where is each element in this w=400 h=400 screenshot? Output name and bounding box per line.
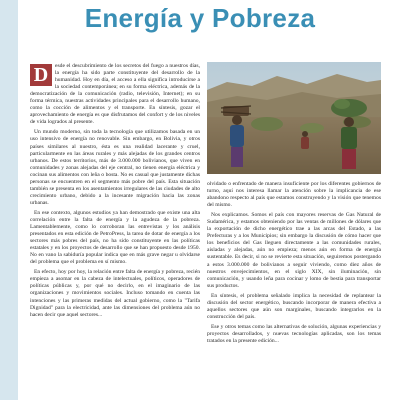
paragraph-1 [30, 63, 200, 126]
article-title: Energía y Pobreza [84, 3, 316, 33]
paragraph-4: En efecto, hoy por hoy, la relación entre falta de energía y pobreza, recién empieza a asomar en la cabeza de intelectuales, políticos, operadores de políticas públicas y, por qué no decirlo, en el imaginario de las organizaciones y movimientos sociales. Incluso tomando en cuenta las intenciones y las primeras medidas del actual gobierno, como la "Tarifa Dignidad" para la electricidad, ante las dimensiones del problema aún no hacen decir que aquel sectores... [30, 269, 200, 318]
right-column [207, 181, 381, 400]
photo-illustration [207, 62, 381, 174]
landscape-photo-people-with-firewood [207, 62, 381, 174]
paragraph-5: olvidado o enfrentado de manera insuficiente por los diferentes gobiernos de turno, aquí nos interesa llamar la atención sobre la implicancia de ese abandono respecto al país que estamos construyendo y la visión que tenemos del mismo. [207, 181, 381, 209]
paragraph-3: En ese contexto, algunos estudios ya han demostrado que existe una alta correlación entre la falta de energía y la agudeza de la pobreza. Lamentablemente, como lo corroboran las entrevistas y los análisis presentados en esta edición de PetroPress, la tarea de dotar de energía a los sectores más pobres del país, no ha sido constituyente en las políticas estatales y en los proyectos de desarrollo que se han propuesto desde 1950. No en vano la sabiduría popular indica que en más grave negar u olvidarse del problema que el problema en sí mismo. [30, 209, 200, 266]
drop-cap: D [30, 64, 52, 86]
left-color-strip [0, 0, 18, 400]
paragraph-7: En síntesis, el problema señalado implica la necesidad de replantear la discusión del sector energético, buscando incorporar de manera efectiva a aquellos sectores que aún son marginales, buscando integrarlos en la construcción del país. [207, 292, 381, 320]
left-column [30, 63, 200, 400]
paragraph-1-text: esde el descubrimiento de los secretos del fuego a nuestros días, la energía ha sido parte constituyente del desarrollo de la humanidad. Hoy en día, el acceso a ella significa introducirse a la sociedad contemporánea; en su forma eléctrica, además de la democratización de la comunicación (radio, televisión, Internet); en su forma térmica, nuestras actividades principales para el desarrollo humano, como la cocción de alimentos y el transporte. En síntesis, gozar el aprovechamiento de energía es que disfrutamos del confort y de los niveles de vida logrados al presente. [30, 63, 200, 126]
paragraph-8: Ese y otros temas como las alternativas de solución, algunas experiencias y proyectos desarrollados, y nuevas tecnologías aplicadas, son los temas tratados en la presente edición... [207, 323, 381, 344]
paragraph-2: Un mundo moderno, sin toda la tecnología que utilizamos basada en un uso intensivo de energía no renovable. Sin embargo, en Bolivia, y otros países similares al nuestro, ésta es una realidad lacerante y cruel, particularmente en las áreas rurales y más alejadas de los grandes centros urbanos. De estos territorios, más de 3.000.000 bolivianos, que viven en comunidades y zonas alejadas del eje central, no tienen energía eléctrica y cocinan sus alimentos con leña o bosta. No es casual que justamente dichas personas se encuentren en el segmento más pobre del país. Esta situación también se presenta en los asentamientos irregulares de las ciudades de alto crecimiento urbano, debido a la incesante migración hacia las zonas urbanas. [30, 129, 200, 206]
paragraph-6: Nos explicamos. Somos el país con mayores reservas de Gas Natural de Sudamérica, y estamos obteniendo por las ventas de millones de dólares que la exportación de dicho energético trae a las arcas del Estado, a las Prefecturas y a los Municipios; sin embargo la discusión de cómo hacer que los beneficios del Gas lleguen directamente a las comunidades rurales, aisladas y alejadas, aún no empieza; menos aún en forma de energía sustentable. Es decir, si no se revierte esta situación, seguiremos postergando a estos 3.000.000 de bolivianos a seguir viviendo, como diez años de nuestros envejecimientos, en el siglo XIX, sin iluminación, sin comunicación, y usando leña para cocinar y lomo de bestia para transportar sus productos. [207, 212, 381, 289]
